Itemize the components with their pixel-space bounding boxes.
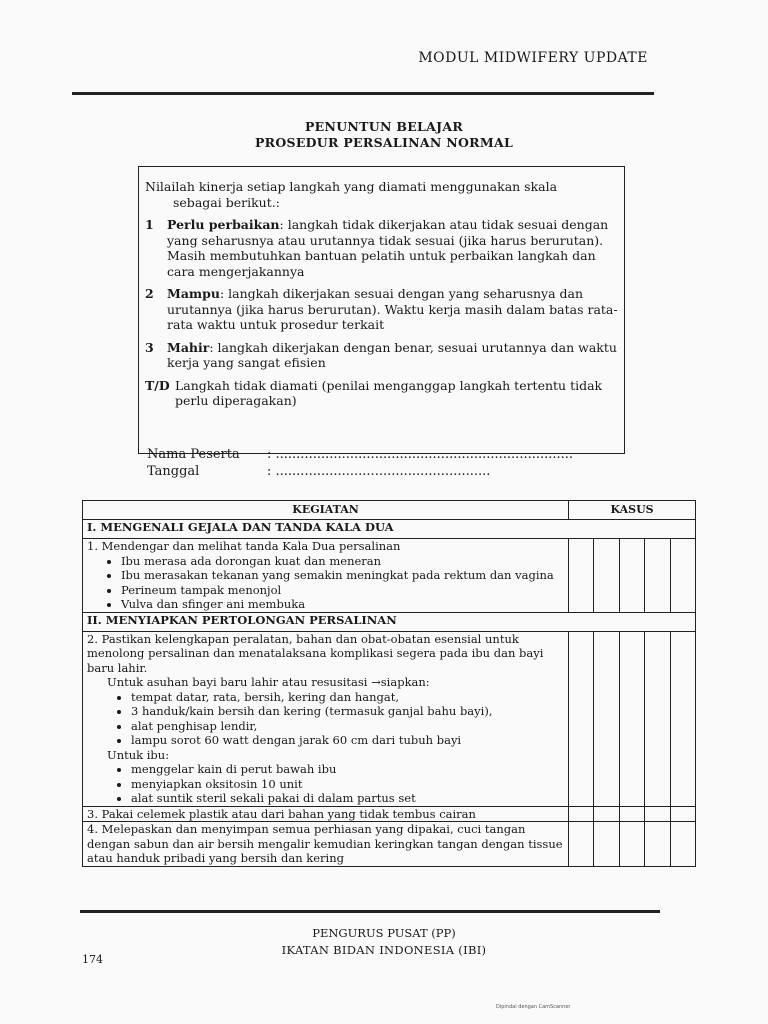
list-item: • tempat datar, rata, bersih, kering dan hangat, (131, 690, 564, 705)
case-cell[interactable] (645, 631, 670, 806)
date-field[interactable]: : .................................................... (267, 464, 491, 479)
step-2-text: 2. Pastikan kelengkapan peralatan, bahan dan obat-obatan esensial untuk menolong persalinan dan menatalaksana komplikasi segera pada ibu dan bayi baru lahir. (87, 631, 544, 675)
list-item: • 3 handuk/kain bersih dan kering (termasuk ganjal bahu bayi), (131, 704, 564, 719)
scale-item-text: Langkah tidak diamati (penilai menganggap langkah tertentu tidak perlu diperagakan) (175, 377, 603, 408)
step-2-cell (83, 631, 569, 806)
scale-item-2 (145, 286, 620, 333)
case-cell[interactable] (645, 822, 670, 867)
step-2-baby-bullets (87, 690, 564, 748)
table-row (83, 631, 696, 806)
case-cell[interactable] (619, 806, 644, 822)
step-4-cell: 4. Melepaskan dan menyimpan semua perhiasan yang dipakai, cuci tangan dengan sabun dan air bersih mengalir kemudian keringkan tangan dengan tissue atau handuk pribadi yang bersih dan kering (83, 822, 569, 867)
list-item: • Vulva dan sfinger ani membuka (121, 597, 564, 612)
scale-item-text: : langkah dikerjakan dengan benar, sesuai urutannya dan waktu kerja yang sangat efisien (167, 339, 617, 370)
table-row (83, 539, 696, 613)
case-cell[interactable] (569, 822, 594, 867)
case-cell[interactable] (594, 631, 619, 806)
case-cell[interactable] (670, 539, 695, 613)
list-item: • alat suntik steril sekali pakai di dalam partus set (131, 791, 564, 806)
scale-item-text: : langkah tidak dikerjakan atau tidak sesuai dengan yang seharusnya atau urutannya tidak sesuai (jika harus berurutan). Masih membutuhkan bantuan pelatih untuk perbaikan langkah dan cara mengerjakannya (167, 217, 609, 279)
case-cell[interactable] (594, 539, 619, 613)
scale-item-term: Perlu perbaikan (167, 217, 280, 232)
scale-intro (145, 179, 620, 210)
step-1-bullets (87, 554, 564, 612)
list-item: • menggelar kain di perut bawah ibu (131, 762, 564, 777)
checklist-table (82, 500, 696, 867)
case-cell[interactable] (569, 631, 594, 806)
scale-item-number: 3 (145, 339, 154, 355)
case-cell[interactable] (670, 806, 695, 822)
scale-item-td (145, 378, 620, 409)
case-cell[interactable] (645, 539, 670, 613)
scale-intro-line2: sebagai berikut.: (173, 194, 280, 210)
section-1-heading: I. MENGENALI GEJALA DAN TANDA KALA DUA (83, 520, 696, 539)
case-cell[interactable] (670, 822, 695, 867)
list-item: • alat penghisap lendir, (131, 719, 564, 734)
participant-name-label: Nama Peserta (147, 447, 240, 462)
step-2-mother-bullets (87, 762, 564, 806)
date-label: Tanggal (147, 464, 200, 479)
scale-item-text: : langkah dikerjakan sesuai dengan yang seharusnya dan urutannya (jika harus berurutan). Waktu kerja masih dalam batas rata-rata waktu untuk prosedur terkait (167, 286, 618, 332)
list-item: • Ibu merasa ada dorongan kuat dan meneran (121, 554, 564, 569)
table-row (83, 822, 696, 867)
participant-name-row (147, 447, 573, 462)
section-row (83, 612, 696, 631)
step-2-baby-intro: Untuk asuhan bayi baru lahir atau resusitasi →siapkan: (107, 675, 430, 689)
case-cell[interactable] (670, 631, 695, 806)
column-kasus: KASUS (569, 501, 696, 520)
scale-item-number: 1 (145, 217, 154, 232)
scanner-watermark: Dipindai dengan CamScanner (496, 1004, 571, 1010)
case-cell[interactable] (569, 806, 594, 822)
footer-rule (80, 910, 660, 913)
case-cell[interactable] (594, 822, 619, 867)
column-kegiatan: KEGIATAN (83, 501, 569, 520)
scale-item-term: Mampu (167, 286, 220, 301)
document-title: PENUNTUN BELAJAR (304, 119, 464, 134)
table-header-row (83, 501, 696, 520)
step-1-cell (83, 539, 569, 613)
footer-organization-line1: PENGURUS PUSAT (PP) (312, 926, 456, 940)
step-3-cell: 3. Pakai celemek plastik atau dari bahan yang tidak tembus cairan (83, 806, 569, 822)
list-item: • menyiapkan oksitosin 10 unit (131, 777, 564, 792)
case-cell[interactable] (619, 631, 644, 806)
case-cell[interactable] (594, 806, 619, 822)
scale-item-3 (145, 340, 620, 371)
list-item: • Ibu merasakan tekanan yang semakin meningkat pada rektum dan vagina (121, 568, 564, 583)
scale-intro-line1: Nilailah kinerja setiap langkah yang diamati menggunakan skala (145, 179, 558, 194)
step-2-mother-intro: Untuk ibu: (107, 747, 170, 762)
section-row (83, 520, 696, 539)
scale-item-1 (145, 217, 620, 279)
date-row (147, 464, 490, 479)
case-cell[interactable] (619, 539, 644, 613)
scale-item-term: Mahir (167, 339, 210, 355)
participant-name-field[interactable]: : ........................................................................ (267, 447, 574, 462)
document-subtitle: PROSEDUR PERSALINAN NORMAL (254, 135, 514, 150)
table-row (83, 806, 696, 822)
case-cell[interactable] (645, 806, 670, 822)
scale-item-number: T/D (145, 377, 170, 393)
scale-item-number: 2 (145, 286, 154, 301)
page-number: 174 (82, 953, 103, 966)
module-title: MODUL MIDWIFERY UPDATE (418, 50, 648, 66)
rating-scale-box (138, 166, 625, 454)
section-2-heading: II. MENYIAPKAN PERTOLONGAN PERSALINAN (83, 612, 696, 631)
step-1-text: 1. Mendengar dan melihat tanda Kala Dua persalinan (87, 539, 401, 553)
list-item: • Perineum tampak menonjol (121, 583, 564, 598)
footer-organization-line2: IKATAN BIDAN INDONESIA (IBI) (281, 943, 487, 957)
list-item: • lampu sorot 60 watt dengan jarak 60 cm dari tubuh bayi (131, 733, 564, 748)
case-cell[interactable] (619, 822, 644, 867)
header-rule (72, 92, 654, 95)
case-cell[interactable] (569, 539, 594, 613)
